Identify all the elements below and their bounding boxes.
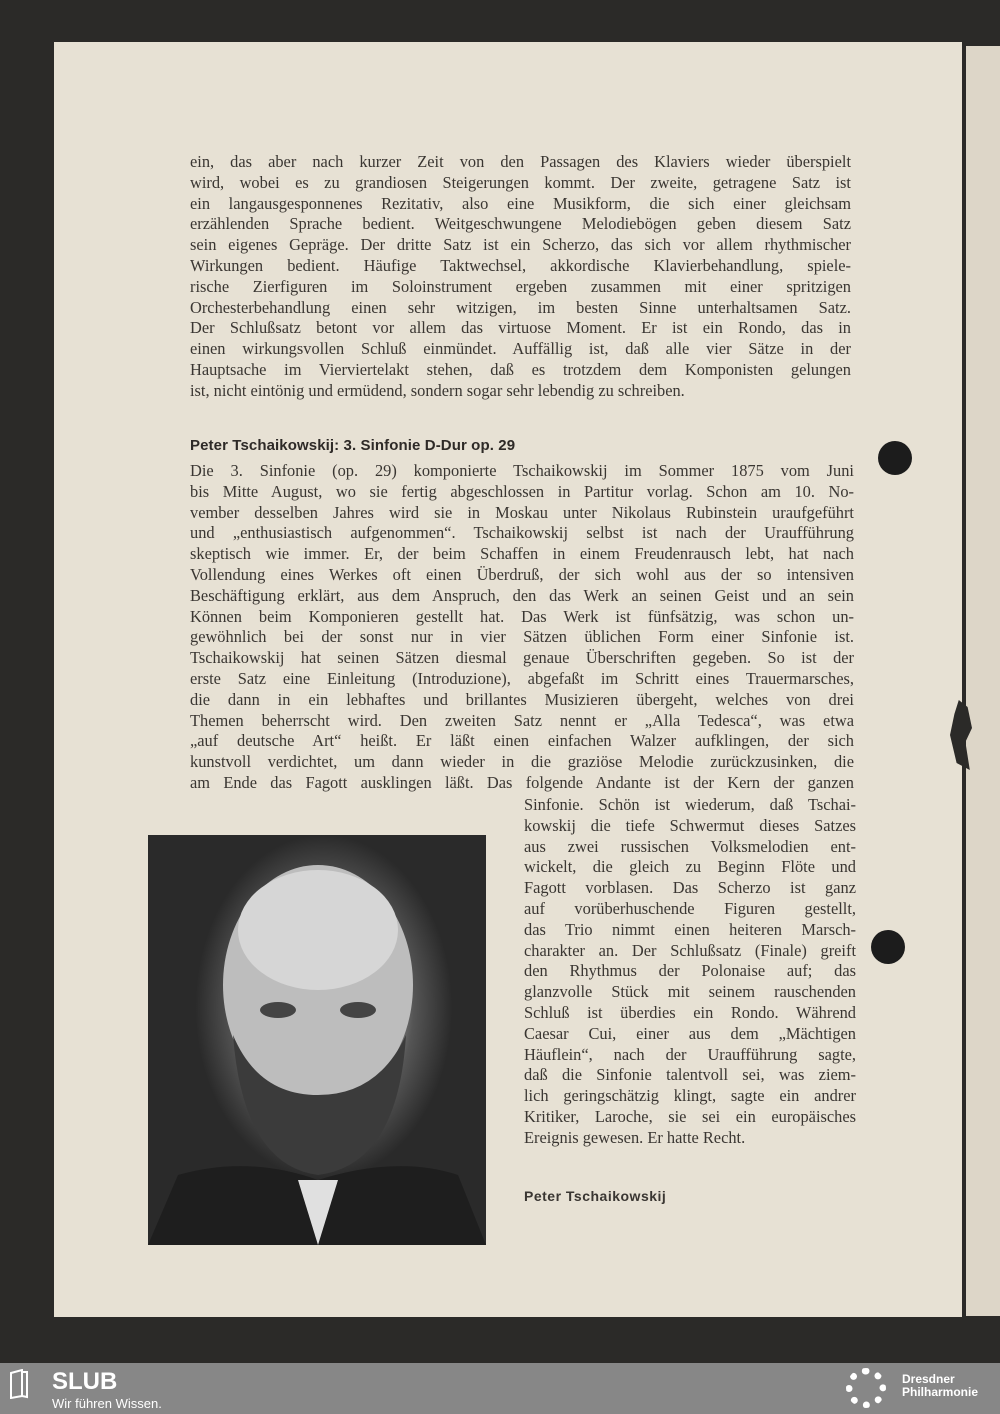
text-line: Themen beherrscht wird. Den zweiten Satz nennt er „Alla Tedesca“, was etwa [190,710,854,730]
text-line: Caesar Cui, einer aus dem „Mächtigen [524,1023,856,1043]
text-line: ein langausgesponnenes Rezitativ, also eine Musikform, die sich einer gleichsam [190,193,851,213]
partner-line2: Philharmonie [902,1385,979,1399]
text-line: sein eigenes Gepräge. Der dritte Satz ist ein Scherzo, das sich vor allem rhythmischer [190,235,851,255]
text-line: gewöhnlich bei der sonst nur in vier Sätzen üblichen Form einer Sinfonie ist. [190,627,854,647]
text-line: ist, nicht eintönig und ermüdend, sondern sogar sehr lebendig zu schreiben. [190,380,685,400]
text-line: Vollendung eines Werkes oft einen Überdruß, der sich wohl aus der so intensiven [190,564,854,584]
text-line: Können beim Komponieren gestellt hat. Das Werk ist fünfsätzig, was schon un- [190,606,854,626]
text-line: Orchesterbehandlung einen sehr witzigen, im besten Sinne unterhaltsamen Satz. [190,297,851,317]
text-line: erste Satz eine Einleitung (Introduzione), abgefaßt im Schritt eines Trauermarsches, [190,668,854,688]
text-line: wird, wobei es zu grandiosen Steigerungen kommt. Der zweite, getragene Satz ist [190,172,851,192]
paragraph-symphony-column [524,795,856,1149]
text-line: das Trio nimmt einen heiteren Marsch- [524,919,856,939]
text-line: einen wirkungsvollen Schluß einmündet. Auffällig ist, daß alle vier Sätze in der [190,339,851,359]
philharmonie-logo-icon [846,1368,886,1408]
text-line: kowskij die tiefe Schwermut dieses Satzes [524,815,856,835]
section-heading: Peter Tschaikowskij: 3. Sinfonie D-Dur op. 29 [190,437,516,454]
text-line: Sinfonie. Schön ist wiederum, daß Tschai- [524,795,856,814]
text-line: Wirkungen bedient. Häufige Taktwechsel, akkordische Klavierbehandlung, spiele- [190,255,851,275]
text-line: am Ende das Fagott ausklingen läßt. Das folgende Andante ist der Kern der ganzen [190,772,854,792]
footer-bar [0,1363,1000,1414]
text-line: Kritiker, Laroche, sie sei ein europäisches [524,1106,856,1126]
text-line: bis Mitte August, wo sie fertig abgeschlossen in Partitur vorlag. Schon am 10. No- [190,481,854,501]
paragraph-intro [190,152,851,402]
slub-logo-text[interactable]: SLUB [52,1368,118,1395]
text-line: aus zwei russischen Volksmelodien ent- [524,836,856,856]
punch-hole [878,441,912,475]
text-line: und „enthusiastisch aufgenommen“. Tschaikowskij selbst ist nach der Uraufführung [190,523,854,543]
text-line: daß die Sinfonie talentvoll sei, was ziem- [524,1065,856,1085]
text-line: wickelt, die gleich zu Beginn Flöte und [524,857,856,877]
adjacent-page-edge [966,46,1000,1316]
text-line: Hauptsache im Vierviertelakt stehen, daß es trotzdem dem Komponisten gelungen [190,359,851,379]
slub-book-icon [10,1369,28,1399]
text-line: Tschaikowskij hat seinen Sätzen diesmal genaue Überschriften gegeben. So ist der [190,648,854,668]
text-line: skeptisch wie immer. Er, der beim Schaffen in einem Freudenrausch lebt, hat nach [190,544,854,564]
text-line: die dann in ein lebhaftes und brillantes Musizieren übergeht, welches von drei [190,689,854,709]
text-line: Schluß ist überdies ein Rondo. Während [524,1002,856,1022]
text-line: auf vorüberhuschende Figuren gestellt, [524,898,856,918]
text-line: „auf deutsche Art“ heißt. Er läßt einen einfachen Walzer aufklingen, der sich [190,731,854,751]
photo-caption: Peter Tschaikowskij [524,1188,667,1204]
slub-tagline: Wir führen Wissen. [52,1396,162,1411]
text-line: Der Schlußsatz betont vor allem das virtuose Moment. Er ist ein Rondo, das in [190,318,851,338]
text-line: charakter an. Der Schlußsatz (Finale) greift [524,940,856,960]
paragraph-symphony [190,461,854,794]
partner-line1: Dresdner [902,1372,955,1386]
text-line: glanzvolle Stück mit seinem rauschenden [524,982,856,1002]
portrait-photo [148,835,486,1245]
philharmonie-logo-text[interactable] [902,1373,978,1399]
punch-hole [871,930,905,964]
text-line: Beschäftigung erklärt, aus dem Anspruch, den das Werk an seinen Geist und an sein [190,585,854,605]
text-line: den Rhythmus der Polonaise auf; das [524,961,856,981]
text-line: Fagott vorblasen. Das Scherzo ist ganz [524,878,856,898]
text-line: ein, das aber nach kurzer Zeit von den Passagen des Klaviers wieder überspielt [190,152,851,171]
text-line: Die 3. Sinfonie (op. 29) komponierte Tschaikowskij im Sommer 1875 vom Juni [190,461,854,480]
text-line: erzählenden Sprache bedient. Weitgeschwungene Melodiebögen geben diesem Satz [190,214,851,234]
text-line: lich geringschätzig klingt, sagte ein andrer [524,1086,856,1106]
text-line: Häuflein“, nach der Uraufführung sagte, [524,1044,856,1064]
text-line: kunstvoll verdichtet, um dann wieder in die graziöse Melodie zurückzusinken, die [190,752,854,772]
text-line: rische Zierfiguren im Soloinstrument ergeben zusammen mit einer spritzigen [190,276,851,296]
text-line: vember desselben Jahres wird sie in Moskau unter Nikolaus Rubinstein uraufgeführt [190,502,854,522]
text-line: Ereignis gewesen. Er hatte Recht. [524,1127,746,1147]
